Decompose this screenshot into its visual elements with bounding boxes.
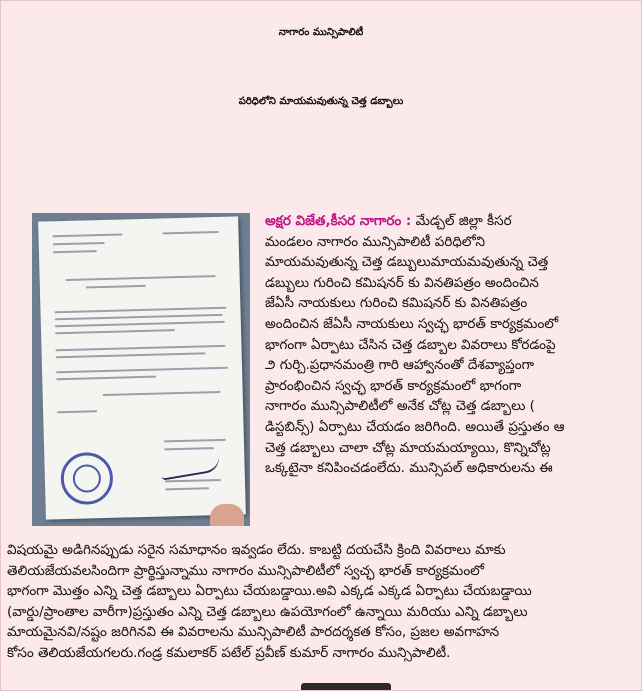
article-row: అందించిన జేఏసీ నాయకులు స్వచ్ఛ భారత్ కార్యక్రమంలో bbox=[265, 315, 559, 332]
subheadline-line-2 bbox=[1, 172, 641, 202]
finger-icon bbox=[210, 504, 244, 526]
article-row: మాయమవుతున్న చెత్త డబ్బులుమాయమవుతున్న చెత్త bbox=[265, 254, 549, 271]
article-row: డిస్టబిన్స్) ఏర్పాటు చేయడం జరిగింది. అయితే ప్రస్తుతం ఆ bbox=[265, 418, 565, 435]
article-row: విషయమై అడిగినప్పుడు సరైన సమాధానం ఇవ్వడం లేదు. కాబట్టి దయచేసి క్రింది వివరాలు మాకు bbox=[7, 542, 506, 558]
byline: అక్షర విజేత,కీసర నాగారం : bbox=[265, 213, 412, 229]
article-row-0: అక్షర విజేత,కీసర నాగారం : మేడ్చల్ జిల్లా కీసర bbox=[265, 213, 512, 229]
article-row: ౨ గుర్చి.ప్రధానమంత్రి గారి ఆహ్వానంతో దేశవ్యాప్తంగా bbox=[265, 357, 535, 374]
article-body-wrapped bbox=[265, 211, 631, 479]
signature-icon bbox=[160, 455, 222, 481]
seal-stamp-icon bbox=[60, 452, 113, 505]
article-row: మాయమైనవి/నష్టం జరిగినవి ఈ వివరాలను మున్సిపాలిటీ పారదర్శకత కోసం, ప్రజల అవగాహన bbox=[7, 624, 500, 641]
article-row: (వార్డు/ప్రాంతాల వారీగా)ప్రస్తుతం ఎన్ని చెత్త డబ్బాలు ఉపయోగంలో ఉన్నాయి మరియు ఎన్ని డబ్బాలు bbox=[7, 603, 528, 620]
letter-paper bbox=[38, 216, 246, 519]
article-row: భాగంగా మొత్తం ఎన్ని చెత్త డబ్బాలు ఏర్పాటు చేయబడ్డాయి.అవి ఎక్కడ ఎక్కడ ఏర్పాటు చేయబడ్డాయి bbox=[7, 583, 532, 600]
article-row: మండలం నాగారం మున్సిపాలిటీ పరిధిలోని bbox=[265, 233, 485, 250]
headline-line-2: పరిధిలోని మాయమవుతున్న చెత్త డబ్బాలు bbox=[238, 96, 404, 107]
article-row: చెత్త డబ్బాలు చాలా చోట్ల మాయమయ్యాయి, కొన్నిచోట్ల bbox=[265, 439, 551, 456]
article-row: కోసం తెలియజేయగలరు.గండ్ర కమలాకర్ పటేల్ ప్రవీణ్ కుమార్ నాగారం మున్సిపాలిటీ. bbox=[7, 644, 451, 661]
article-row: భాగంగా ఏర్పాటు చేసిన చెత్త డబ్బాల వివరాలు కోరడంపై bbox=[265, 336, 556, 353]
next-article-edge bbox=[301, 683, 391, 691]
headline-line-1: నాగారం మున్సిపాలిటీ bbox=[278, 27, 364, 38]
article-row: తెలియజేయవలసిందిగా ప్రార్థిస్తున్నాము నాగారం మున్సిపాలిటీలో స్వచ్ఛ భారత్ కార్యక్రమంలో bbox=[7, 562, 485, 579]
article-row: నాగారం మున్సిపాలిటీలో అనేక చోట్ల చెత్త డబ్బాలు ( bbox=[265, 398, 535, 415]
letter-photo bbox=[32, 213, 250, 526]
article-row: ప్రారంభించిన స్వచ్ఛ భారత్ కార్యక్రమంలో భాగంగా bbox=[265, 377, 522, 394]
article-body-full bbox=[7, 540, 635, 664]
subheadline-line-1 bbox=[1, 134, 641, 164]
article-row: డబ్బులు గురించి కమిషనర్ కు వినతిపత్రం అందించిన bbox=[265, 274, 539, 291]
article-row: ఒక్కటైనా కనిపించడంలేదు. మున్సిపల్ అధికారులను ఈ bbox=[265, 460, 553, 477]
article-row: జేఏసీ నాయకులు గురించి కమిషనర్ కు వినతిపత్రం bbox=[265, 295, 528, 312]
